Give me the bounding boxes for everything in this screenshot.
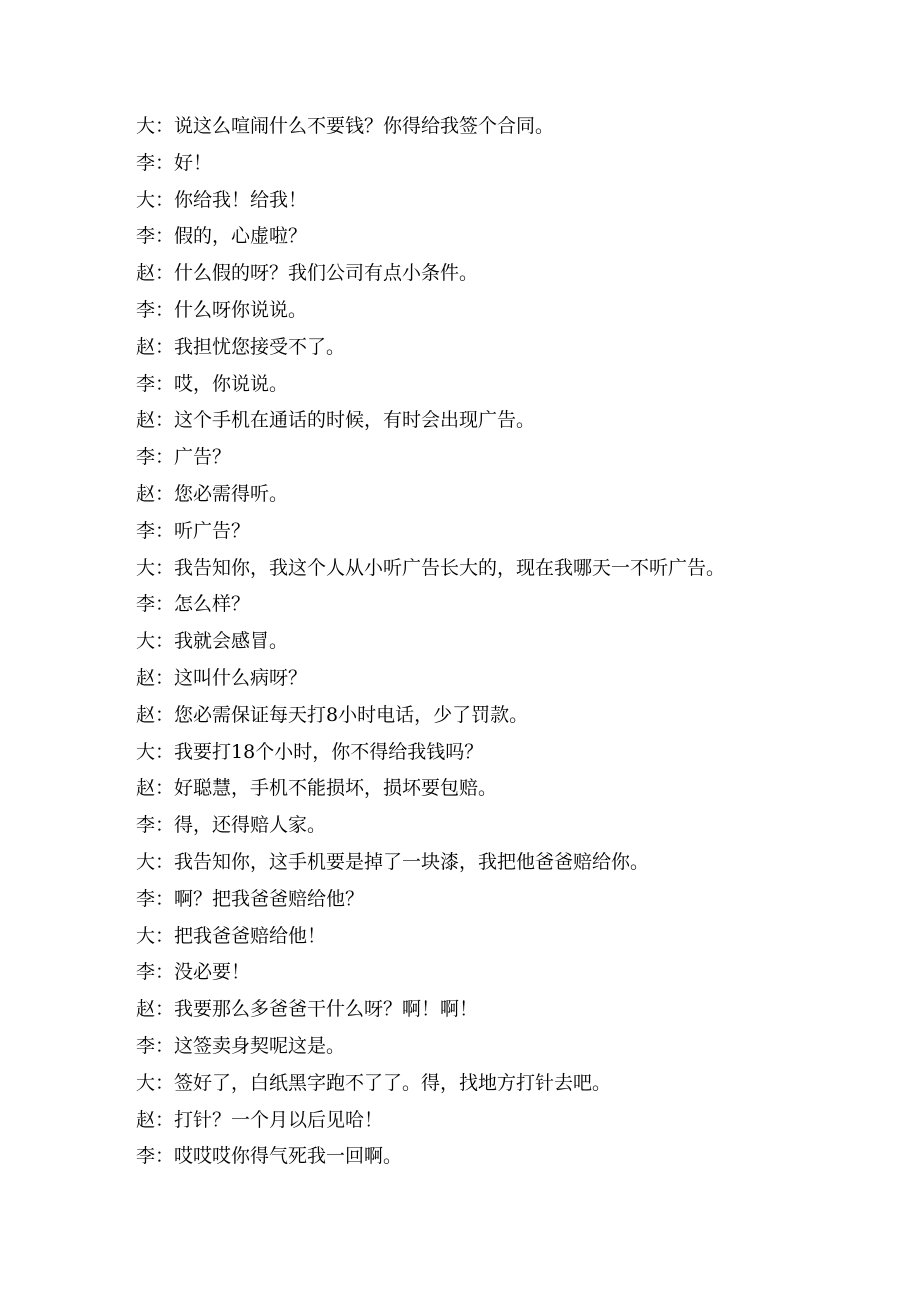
speaker-name: 大 bbox=[136, 556, 156, 579]
speaker-name: 李 bbox=[136, 593, 156, 616]
speaker-colon: ： bbox=[155, 850, 175, 873]
speaker-name: 赵 bbox=[136, 1108, 156, 1131]
speaker-name: 李 bbox=[136, 887, 156, 910]
line-text: 广告？ bbox=[174, 446, 232, 469]
speaker-name: 大 bbox=[136, 924, 156, 947]
dialogue-line bbox=[136, 991, 876, 1028]
speaker-colon: ： bbox=[155, 924, 175, 947]
dialogue-line bbox=[136, 1138, 876, 1175]
dialogue-line bbox=[136, 807, 876, 844]
dialogue-line bbox=[136, 182, 876, 219]
speaker-name: 李 bbox=[136, 298, 156, 321]
speaker-colon: ： bbox=[155, 1108, 175, 1131]
speaker-colon: ： bbox=[155, 409, 175, 432]
line-text: 这签卖身契呢这是。 bbox=[174, 1034, 346, 1057]
line-text: 我要那么多爸爸干什么呀？啊！啊！ bbox=[174, 998, 479, 1021]
speaker-colon: ： bbox=[155, 666, 175, 689]
speaker-name: 大 bbox=[136, 630, 156, 653]
dialogue-line bbox=[136, 255, 876, 292]
line-text: 得，还得赔人家。 bbox=[174, 814, 327, 837]
dialogue-line bbox=[136, 292, 876, 329]
line-text: 打针？一个月以后见哈！ bbox=[174, 1108, 384, 1131]
line-text: 哎哎哎你得气死我一回啊。 bbox=[174, 1145, 403, 1168]
line-text: 怎么样？ bbox=[174, 593, 251, 616]
line-text: 把我爸爸赔给他！ bbox=[174, 924, 327, 947]
dialogue-line bbox=[136, 734, 876, 771]
line-text: 没必要！ bbox=[174, 961, 251, 984]
line-text: 您必需得听。 bbox=[174, 482, 289, 505]
speaker-colon: ： bbox=[155, 777, 175, 800]
speaker-colon: ： bbox=[155, 556, 175, 579]
speaker-name: 李 bbox=[136, 372, 156, 395]
line-text: 哎，你说说。 bbox=[174, 372, 289, 395]
line-text: 我告知你，我这个人从小听广告长大的，现在我哪天一不听广告。 bbox=[174, 556, 726, 579]
line-text: 我告知你，这手机要是掉了一块漆，我把他爸爸赔给你。 bbox=[174, 850, 650, 873]
speaker-colon: ： bbox=[155, 740, 175, 763]
speaker-name: 李 bbox=[136, 446, 156, 469]
line-text: 你给我！给我！ bbox=[174, 188, 308, 211]
speaker-name: 大 bbox=[136, 850, 156, 873]
speaker-name: 赵 bbox=[136, 998, 156, 1021]
speaker-colon: ： bbox=[155, 225, 175, 248]
line-text: 好聪慧，手机不能损坏，损坏要包赔。 bbox=[174, 777, 498, 800]
dialogue-line bbox=[136, 402, 876, 439]
speaker-colon: ： bbox=[155, 188, 175, 211]
line-text: 好！ bbox=[174, 151, 213, 174]
dialogue-line bbox=[136, 550, 876, 587]
speaker-colon: ： bbox=[155, 1145, 175, 1168]
speaker-name: 大 bbox=[136, 740, 156, 763]
speaker-colon: ： bbox=[155, 372, 175, 395]
dialogue-line bbox=[136, 844, 876, 881]
dialogue-line bbox=[136, 1065, 876, 1102]
line-text: 我就会感冒。 bbox=[174, 630, 289, 653]
speaker-name: 李 bbox=[136, 151, 156, 174]
speaker-colon: ： bbox=[155, 593, 175, 616]
dialogue-line bbox=[136, 697, 876, 734]
dialogue-line bbox=[136, 476, 876, 513]
speaker-colon: ： bbox=[155, 298, 175, 321]
dialogue-line bbox=[136, 586, 876, 623]
speaker-colon: ： bbox=[155, 703, 175, 726]
dialogue-line bbox=[136, 108, 876, 145]
dialogue-line bbox=[136, 218, 876, 255]
dialogue-line bbox=[136, 366, 876, 403]
speaker-name: 赵 bbox=[136, 409, 156, 432]
speaker-name: 赵 bbox=[136, 482, 156, 505]
speaker-name: 李 bbox=[136, 1034, 156, 1057]
speaker-name: 赵 bbox=[136, 777, 156, 800]
speaker-name: 李 bbox=[136, 961, 156, 984]
speaker-name: 赵 bbox=[136, 666, 156, 689]
line-text: 我要打18个小时，你不得给我钱吗？ bbox=[174, 740, 484, 763]
line-text: 签好了，白纸黑字跑不了了。得，找地方打针去吧。 bbox=[174, 1071, 612, 1094]
line-text: 我担忧您接受不了。 bbox=[174, 335, 346, 358]
dialogue-line bbox=[136, 1102, 876, 1139]
speaker-name: 李 bbox=[136, 1145, 156, 1168]
dialogue-line bbox=[136, 770, 876, 807]
speaker-name: 大 bbox=[136, 188, 156, 211]
speaker-name: 大 bbox=[136, 115, 156, 137]
speaker-name: 赵 bbox=[136, 335, 156, 358]
line-text: 啊？把我爸爸赔给他？ bbox=[174, 887, 365, 910]
dialogue-line bbox=[136, 1028, 876, 1065]
dialogue-line bbox=[136, 623, 876, 660]
speaker-name: 李 bbox=[136, 814, 156, 837]
speaker-colon: ： bbox=[155, 961, 175, 984]
line-text: 什么呀你说说。 bbox=[174, 298, 308, 321]
speaker-colon: ： bbox=[155, 151, 175, 174]
speaker-colon: ： bbox=[155, 998, 175, 1021]
dialogue-line bbox=[136, 954, 876, 991]
speaker-colon: ： bbox=[155, 519, 175, 542]
dialogue-line bbox=[136, 881, 876, 918]
speaker-colon: ： bbox=[155, 1071, 175, 1094]
line-text: 听广告？ bbox=[174, 519, 251, 542]
speaker-colon: ： bbox=[155, 262, 175, 285]
speaker-colon: ： bbox=[155, 814, 175, 837]
line-text: 假的，心虚啦？ bbox=[174, 225, 308, 248]
speaker-name: 赵 bbox=[136, 703, 156, 726]
speaker-name: 李 bbox=[136, 519, 156, 542]
speaker-colon: ： bbox=[155, 482, 175, 505]
speaker-name: 大 bbox=[136, 1071, 156, 1094]
line-text: 什么假的呀？我们公司有点小条件。 bbox=[174, 262, 479, 285]
speaker-colon: ： bbox=[155, 1034, 175, 1057]
dialogue-line bbox=[136, 918, 876, 955]
speaker-colon: ： bbox=[155, 115, 175, 137]
speaker-colon: ： bbox=[155, 630, 175, 653]
dialogue-line bbox=[136, 145, 876, 182]
line-text: 这叫什么病呀？ bbox=[174, 666, 308, 689]
dialogue-list bbox=[136, 108, 876, 1175]
speaker-name: 赵 bbox=[136, 262, 156, 285]
speaker-colon: ： bbox=[155, 887, 175, 910]
dialogue-line bbox=[136, 439, 876, 476]
speaker-name: 李 bbox=[136, 225, 156, 248]
speaker-colon: ： bbox=[155, 446, 175, 469]
dialogue-line bbox=[136, 329, 876, 366]
line-text: 您必需保证每天打8小时电话，少了罚款。 bbox=[174, 703, 529, 726]
dialogue-line bbox=[136, 660, 876, 697]
line-text: 说这么喧闹什么不要钱？你得给我签个合同。 bbox=[174, 115, 555, 137]
line-text: 这个手机在通话的时候，有时会出现广告。 bbox=[174, 409, 536, 432]
speaker-colon: ： bbox=[155, 335, 175, 358]
dialogue-line bbox=[136, 513, 876, 550]
